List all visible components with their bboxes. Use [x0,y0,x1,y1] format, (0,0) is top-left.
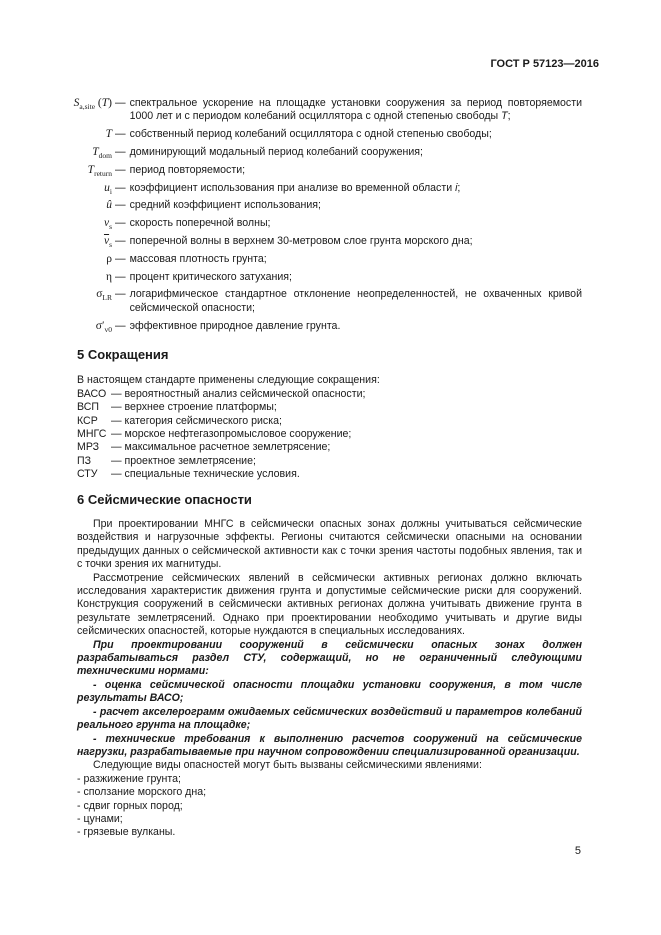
section-6-body [77,518,582,840]
definition-row: $T_{return}$ — период повторяемости; [40,164,582,177]
definition-row: T — собственный период колебаний осциллятора с одной степенью свободы; [40,128,582,141]
abbreviation-row: ВАСО — вероятностный анализ сейсмической опасности; [77,388,366,400]
paragraph: Рассмотрение сейсмических явлений в сейсмически активных регионах должно включать исследования характеристик движения грунта и допустимые сейсмические риски для сооружений. Конструкция сооружений в сейсмически активных регионах должна учитывать движение грунта в результате землетрясений. Однако при проектировании необходимо учитывать и другие виды сейсмических опасностей, которые нуждаются в специальных исследованиях. [77,571,582,638]
definition-text: доминирующий модальный период колебаний сооружения; [129,146,423,158]
standard-number: ГОСТ Р 57123—2016 [490,58,599,70]
definition-symbol: $\sigma_{LR}$ [96,288,112,303]
definition-symbol: $u_i$ [104,181,112,196]
definition-text: массовая плотность грунта; [129,252,267,265]
paragraph-emphasis: - расчет акселерограмм ожидаемых сейсмических воздействий и параметров колебаний реального грунта на площадке; [77,705,582,732]
definition-row: ρ — массовая плотность грунта; [40,253,582,266]
abbreviations-intro: В настоящем стандарте применены следующие сокращения: [77,374,380,386]
definition-text: процент критического затухания; [129,270,292,283]
paragraph: При проектировании МНГС в сейсмически опасных зонах должны учитываться сейсмические воздействия и нагрузочные эффекты. Регионы считаются сейсмически опасными на основании предыдущих данных о сейсмической активности как с точки зрения частоты подобных явления, так и с точки зрения их магнитуды. [77,518,582,571]
abbreviation-row: МРЗ — максимальное расчетное землетрясение; [77,441,331,454]
definition-row: $u_i$ — коэффициент использования при анализе во временной области i; [40,182,582,195]
paragraph-emphasis: - оценка сейсмической опасности площадки установки сооружения, в том числе результаты ВАСО; [77,678,582,705]
definition-row: $T_{dom}$ — доминирующий модальный период колебаний сооружения; [40,146,582,159]
definition-symbol: $\sigma'_{v0}$ [95,319,112,334]
definition-text: средний коэффициент использования; [129,199,321,212]
definition-text: коэффициент использования при анализе во временной области i; [129,181,461,194]
definition-symbol: η [105,270,112,283]
list-item: - цунами; [77,812,123,825]
list-item: - сдвиг горных пород; [77,799,183,812]
paragraph-emphasis: При проектировании сооружений в сейсмически опасных зонах должен разрабатываться раздел СТУ, содержащий, но не ограниченный следующими техническими нормами: [77,638,582,678]
definition-text: эффективное природное давление грунта. [129,319,341,332]
definition-row: $S_{a,site}$ (T) — спектральное ускорение на площадке установки сооружения за период повторяемости 1000 лет и с периодом колебаний осциллятора с одной степенью свободы T; [40,97,582,124]
list-item: - грязевые вулканы. [77,826,176,839]
definition-row: η — процент критического затухания; [40,271,582,284]
abbreviation-row: ВСП — верхнее строение платформы; [77,401,277,414]
section-5-title: 5 Сокращения [77,347,169,362]
definition-symbol: $T_{return}$ [87,163,112,178]
list-item: - разжижение грунта; [77,772,181,785]
definition-symbol: $S_{a,site}$ (T) [73,97,112,111]
abbreviation-row: МНГС — морское нефтегазопромысловое сооружение; [77,428,352,441]
definition-row: $v_s$ — скорость поперечной волны; [40,217,582,230]
list-item: - сползание морского дна; [77,786,207,799]
definition-text: поперечной волны в верхнем 30-метровом слое грунта морского дна; [129,234,473,247]
definition-symbol: û [106,199,112,212]
definition-symbol: $\overline{v}_s$ [103,234,112,249]
definition-row: $\sigma_{LR}$ — логарифмическое стандартное отклонение неопределенностей, не охваченных кривой сейсмической опасности; [40,288,582,315]
abbreviation-row: СТУ — специальные технические условия. [77,468,300,481]
definition-text: логарифмическое стандартное отклонение неопределенностей, не охваченных кривой сейсмической опасности; [129,288,582,314]
definition-symbol: ρ [106,252,112,265]
paragraph: Следующие виды опасностей могут быть вызваны сейсмическими явлениями: [93,759,482,772]
abbreviation-row: КСР — категория сейсмического риска; [77,414,282,427]
definition-row: û — средний коэффициент использования; [40,199,582,212]
definition-row: $\sigma'_{v0}$ — эффективное природное давление грунта. [40,320,582,333]
definition-symbol: T [105,128,112,141]
abbreviations-list [77,374,582,481]
definition-symbol: $T_{dom}$ [92,146,112,160]
abbreviation-row: ПЗ — проектное землетрясение; [77,454,256,467]
definition-text: период повторяемости; [129,163,246,176]
definition-symbol: $v_s$ [103,217,112,232]
page-number: 5 [574,845,581,857]
definition-text: спектральное ускорение на площадке установки сооружения за период повторяемости 1000 лет и с периодом колебаний осциллятора с одной степенью свободы T; [129,97,582,123]
paragraph-emphasis: - технические требования к выполнению расчетов сооружений на сейсмические нагрузки, разрабатываемые при научном сопровождении специализированной организации. [77,732,582,758]
definition-row: $\overline{v}_s$ — поперечной волны в верхнем 30-метровом слое грунта морского дна; [40,235,582,248]
definition-text: скорость поперечной волны; [129,217,271,230]
section-6-title: 6 Сейсмические опасности [77,492,252,507]
definition-text: собственный период колебаний осциллятора с одной степенью свободы; [129,128,492,141]
definitions-list [40,97,582,337]
